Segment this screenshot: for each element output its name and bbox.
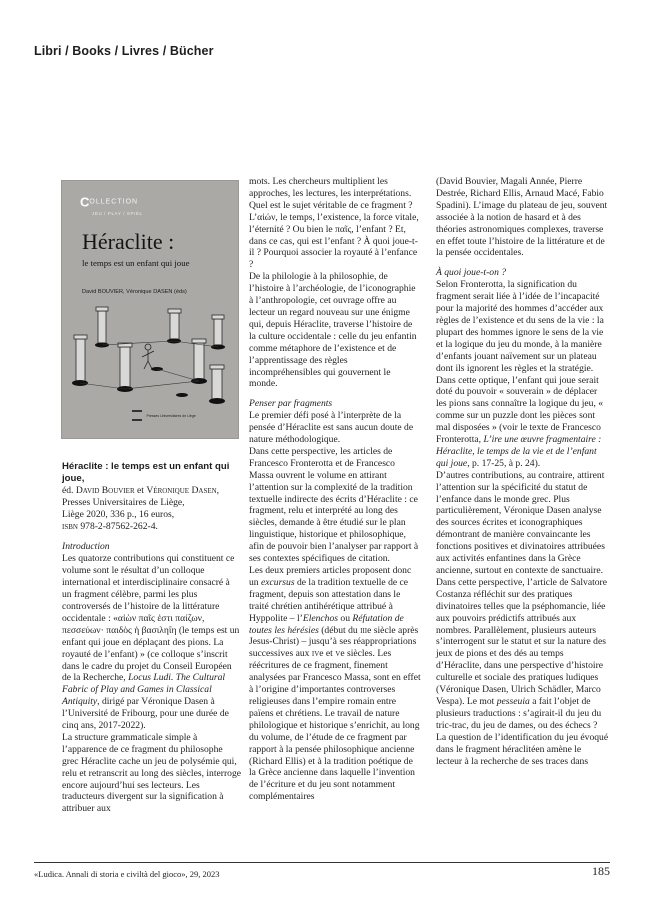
text-run: Les deux premiers articles proposent donc un: [249, 565, 412, 588]
journal-citation: «Ludica. Annali di storia e civiltà del gioco», 29, 2023: [34, 869, 220, 879]
collection-label: OLLECTION: [89, 198, 139, 206]
paragraph: [249, 565, 421, 803]
text-run: de la tradition textuelle de ce fragment, depuis son attestation dans le traité chrétien antihérétique attribué à Hyppolite – l’: [249, 576, 409, 624]
paragraph: [62, 553, 241, 732]
text-run: ou: [338, 612, 353, 624]
bib-editor-1: David Bouvier: [75, 484, 135, 496]
italic-title: Réfutation de toutes les hérésies: [249, 612, 404, 636]
text-run: (début du: [318, 624, 361, 636]
roman-numeral: iv: [311, 648, 320, 660]
publisher-name: Presses Universitaires de Liège: [146, 413, 196, 418]
italic-term: pesseuia: [496, 695, 530, 707]
text-run: e siècles. Les réécritures de ce fragment, finement analysées par Francesco Massa, sont en effet à l’origine d’importantes controverses religieuses dans l’empire romain entre païens et chrétiens. Le travail de nature philologique et historique s’enrichit, au long du volume, de l’étude de ce fragment par rapport à la pensée philosophique ancienne (Richard Ellis) et à la tradition poétique de la Grèce ancienne dans laquelle l’invention de l’écriture et du jeu sont notamment complémentaires: [249, 648, 421, 803]
cover-illustration: [62, 299, 238, 409]
paragraph: D’autres contributions, au contraire, attirent l’attention sur la spécificité du statut de l’enfance dans le monde grec. Plus particulièrement, Véronique Dasen analyse des sources écrites et iconographiques démontrant de manière convaincante les fonctions positives et divinatoires attribuées aux activités enfantines dans la Grèce ancienne, surtout en contexte de sanctuaire.: [436, 469, 605, 576]
text-run: , dirigé par Véronique Dasen à l’Université de Fribourg, pour une durée de cinq ans, 2017-2022).: [62, 696, 229, 732]
collection-logo: [80, 193, 143, 216]
paragraph: De la philologie à la philosophie, de l’histoire à l’archéologie, de l’iconographie à l’anthropologie, cet ouvrage offre au lecteur un regard nouveau sur une énigme qui, depuis Héraclite, traverse l’histoire de la culture occidentale : celle du jeu enfantin comme métaphore de l’existence et de l’apprentissage des règles incompréhensibles qui gouvernent le monde.: [249, 271, 417, 390]
paragraph: [436, 577, 609, 768]
bib-comma: ,: [216, 484, 220, 496]
bib-ed: éd.: [62, 484, 76, 496]
paragraph: Dans cette perspective, les articles de Francesco Fronterotta et de Francesco Massa ouvrent le volume en attirant l’attention sur la complexité de la tradition textuelle indirecte des écrits d’Héraclite : ce fragment, relu et interprété au long des siècles, demande à être étudié sur le plan linguistique, historique et philosophique, afin de pouvoir bien l’analyser par rapport à ses contextes spécifiques de citation.: [249, 445, 419, 565]
section-heading: À quoi joue-t-on ?: [436, 267, 507, 279]
collection-initial: C: [80, 194, 90, 210]
section-heading: Penser par fragments: [249, 398, 333, 410]
paragraph: [436, 279, 609, 470]
text-run: Dans cette perspective, l’article de Salvatore Costanza réfléchit sur des pratiques divinatoires telles que la pséphomancie, liée aux pouvoirs prédictifs attribués aux nombres. Parallèlement, plusieurs auteurs s’interrogent sur le statut et sur la nature des jeux de pions et des dés au temps d’Héraclite, dans une perspective d’histoire culturelle et sociale des pratiques ludiques (Véronique Dasen, Ulrich Schädler, Marco Vespa). Le mot: [436, 576, 608, 707]
italic-title: Locus Ludi. The Cultural Fabric of Play and Games in Classical Antiquity: [62, 672, 226, 708]
italic-title: L’ire une œuvre fragmentaire : Héraclite, le temps de la vie et de l’enfant qui joue: [436, 434, 602, 469]
bib-details: Liège 2020, 336 p., 16 euros,: [62, 508, 175, 520]
text-run: e siècle après Jesus-Christ) – jusqu’à ses réappropriations successives aux: [249, 624, 419, 660]
paragraph: mots. Les chercheurs multiplient les approches, les lectures, les interprétations. Quel est le sujet véritable de ce fragment ? L’αἰών, le temps, l’existence, la force vitale, l’éternité ? Ou bien le παῖς, l’enfant ? Et, dans ce cas, qui est l’enfant ? À quoi joue-t-il ? Pourquoi associer la royauté à l’enfance ?: [249, 176, 419, 271]
column-2: [249, 176, 421, 803]
bib-editor-2: Véronique Dasen: [146, 484, 217, 496]
publisher-mark: [132, 407, 196, 425]
book-cover-image: [62, 181, 238, 438]
paragraph: Le premier défi posé à l’interprète de la pensée d’Héraclite est sans aucun doute de nature méthodologique.: [249, 410, 414, 446]
paragraph: (David Bouvier, Magali Année, Pierre Destrée, Richard Ellis, Arnaud Macé, Fabio Spadini). L’image du plateau de jeu, souvent associée à la notion de hasard et à des théories astronomiques complexes, traverse en effet toute l’histoire de la littérature et de la pensée occidentales.: [436, 176, 608, 259]
paragraph: La structure grammaticale simple à l’apparence de ce fragment du philosophe grec Héraclite cache un jeu de polysémie qui, relu et retranscrit au long des siècles, interroge encore aujourd’hui ses lecteurs. Les traducteurs divergent sur la signification à attribuer aux: [62, 731, 242, 815]
roman-numeral: iii: [360, 624, 368, 636]
section-heading: Introduction: [62, 541, 110, 553]
bibliographic-entry: [62, 461, 241, 532]
cover-subtitle: le temps est un enfant qui joue: [82, 258, 190, 268]
cover-title: Héraclite :: [82, 229, 175, 254]
roman-numeral: v: [335, 648, 341, 660]
text-run: a fait l’objet de plusieurs traductions : s’agirait-il du jeu du tric-trac, du jeu de dames, ou des échecs ? La question de l’identification du jeu évoqué dans le fragment héraclitéen amène le lecteur à la recherche de ses traces dans: [436, 695, 609, 767]
collection-subtitle: JEU / PLAY / SPIEL: [92, 211, 143, 216]
text-run: Selon Fronterotta, la signification du fragment serait liée à l’idée de l’incapacité pour la majorité des hommes d’accéder aux règles de l’existence et du sens de la vie : la plupart des hommes ignore le sens de la vie et la logique du jeu du monde, à la manière d’enfants jouant naïvement sur un plateau dont ils ignorent les règles et la stratégie. Dans cette optique, l’enfant qui joue serait doté du pouvoir « souverain » de déplacer les pions sans connaître la logique du jeu, « comme sur un puzzle dont les pièces sont mal disposées » (voir le texte de Francesco Fronterotta,: [436, 279, 604, 446]
column-3: [436, 176, 609, 767]
cover-authors: David BOUVIER, Véronique DASEN (éds): [82, 289, 187, 295]
book-title: Héraclite : le temps est un enfant qui joue,: [62, 461, 230, 484]
publisher-logo-icon: [132, 410, 142, 421]
italic-term: excursus: [261, 576, 295, 588]
section-header: Libri / Books / Livres / Bücher: [34, 44, 214, 58]
page-number: 185: [592, 864, 610, 878]
text-run: Les quatorze contributions qui constituent ce volume sont le résultat d’un colloque international et interdisciplinaire consacré à un fragment célèbre, parmi les plus controversés de l’histoire de la littérature occidentale : «αἰὼν παῖς ἐστι παίζων, πεσσεύων· παιδὸς ἡ βασιληΐη (le temps est un enfant qui joue en déplaçant des pions. La royauté de l’enfant) » (ce colloque s’inscrit dans le cadre du projet du Conseil Européen de la Recherche,: [62, 553, 240, 684]
italic-title: Elenchos: [302, 612, 338, 624]
bib-isbn: isbn 978-2-87562-262-4.: [62, 520, 158, 532]
footer-rule: [34, 862, 610, 863]
text-run: e et: [319, 648, 336, 660]
bib-et: et: [134, 484, 147, 496]
column-1: [62, 461, 241, 815]
text-run: , p. 17-25, à p. 24).: [467, 457, 541, 469]
bib-publisher: Presses Universitaires de Liège,: [62, 496, 185, 508]
